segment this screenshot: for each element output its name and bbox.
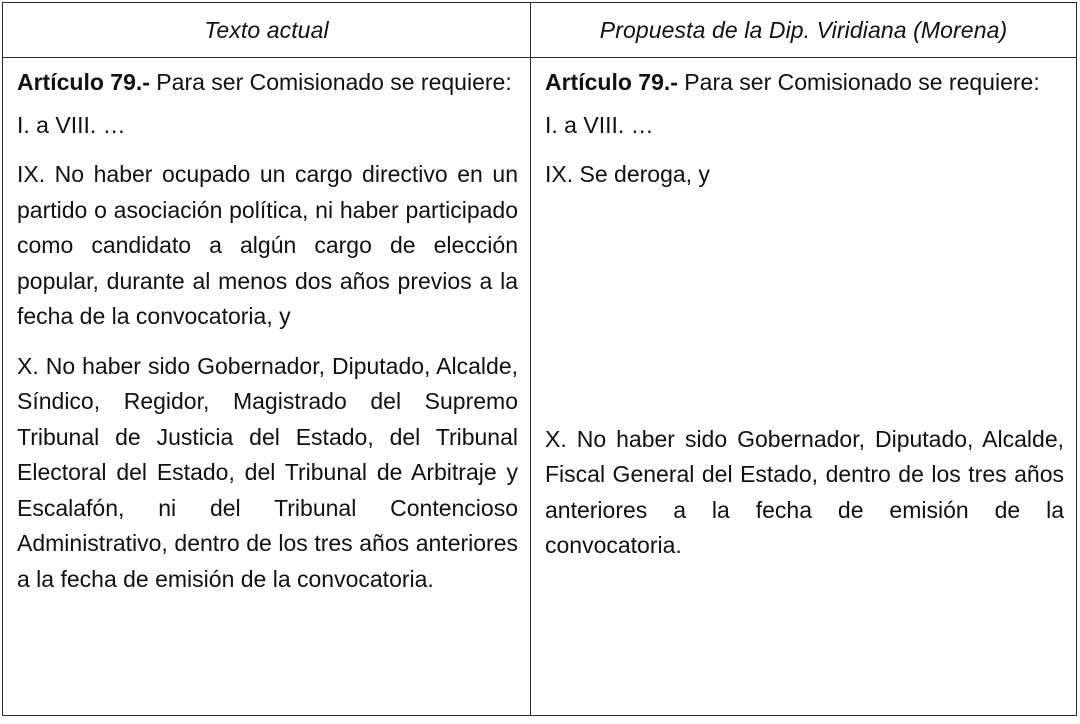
proposal-article-label: Artículo 79.- <box>545 69 678 95</box>
current-text-cell <box>3 58 531 716</box>
current-fraction-10: X. No haber sido Gobernador, Diputado, Alcalde, Síndico, Regidor, Magistrado del Supremo Tribunal de Justicia del Estado, del Tribunal Electoral del Estado, del Tribunal de Arbitraje y Escalafón, ni del Tribunal Contencioso Administrativo, dentro de los tres años anteriores a la fecha de emisión de la convocatoria. <box>17 352 518 592</box>
current-article-label: Artículo 79.- <box>17 69 150 95</box>
proposal-article-paragraph <box>545 65 1064 101</box>
current-article-paragraph <box>17 65 518 101</box>
proposal-cell <box>531 58 1077 716</box>
content-row <box>3 58 1077 716</box>
header-row <box>3 3 1077 58</box>
header-current-text: Texto actual <box>3 3 531 58</box>
current-fractions-1-8: I. a VIII. … <box>17 111 126 138</box>
current-fraction-9: IX. No haber ocupado un cargo directivo en un partido o asociación política, ni haber participado como candidato a algún cargo de elección popular, durante al menos dos años previos a la fecha de la convocatoria, y <box>17 161 518 329</box>
comparison-table <box>2 2 1077 716</box>
current-article-text: Para ser Comisionado se requiere: <box>149 69 512 95</box>
proposal-fraction-10: X. No haber sido Gobernador, Diputado, Alcalde, Fiscal General del Estado, dentro de los tres años anteriores a la fecha de emisión de la convocatoria. <box>545 425 1064 558</box>
proposal-article-text: Para ser Comisionado se requiere: <box>677 69 1040 95</box>
proposal-fraction-9: IX. Se deroga, y <box>545 161 710 187</box>
header-proposal: Propuesta de la Dip. Viridiana (Morena) <box>531 3 1077 58</box>
proposal-fractions-1-8: I. a VIII. … <box>545 111 654 138</box>
